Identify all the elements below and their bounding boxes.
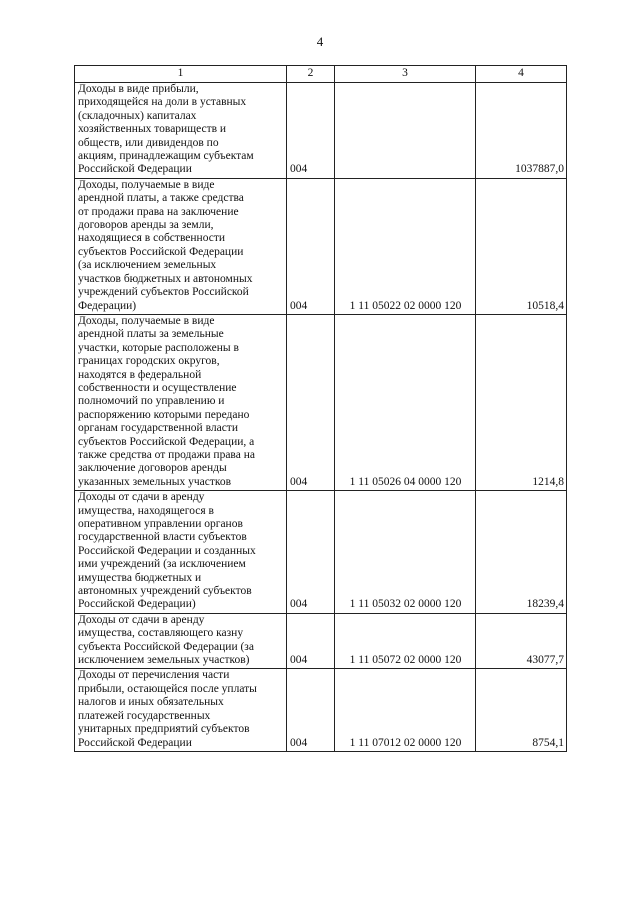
admin-code-cell: 004	[287, 669, 335, 751]
budget-classification-code-cell: 1 11 05032 02 0000 120	[335, 491, 476, 614]
table-row	[75, 669, 567, 751]
table-header-row	[75, 66, 567, 83]
revenue-name: Доходы, получаемые в виде арендной платы, а также средства от продажи права на заключение договоров аренды за земли, находящиеся в собственности субъектов Российской Федерации (за исключением земельных участков бюджетных и автономных учреждений субъектов Российской Федерации)	[78, 178, 253, 312]
amount-cell: 10518,4	[476, 178, 567, 314]
amount-cell: 43077,7	[476, 613, 567, 669]
column-header-4: 4	[476, 66, 567, 83]
admin-code-cell: 004	[287, 491, 335, 614]
budget-classification-code-cell: 1 11 07012 02 0000 120	[335, 669, 476, 751]
revenue-name-cell	[75, 491, 287, 614]
table-row	[75, 613, 567, 669]
revenue-name: Доходы от сдачи в аренду имущества, находящегося в оперативном управлении органов государственной власти субъектов Российской Федерации и созданных ими учреждений (за исключением имущества бюджетных и автономных учреждений субъектов Российской Федерации)	[78, 491, 256, 611]
revenue-name-cell	[75, 83, 287, 179]
amount-cell: 1037887,0	[476, 83, 567, 179]
table-row	[75, 178, 567, 314]
column-header-1: 1	[75, 66, 287, 83]
admin-code-cell: 004	[287, 613, 335, 669]
admin-code-cell: 004	[287, 178, 335, 314]
revenue-name: Доходы от перечисления части прибыли, остающейся после уплаты налогов и иных обязательных платежей государственных унитарных предприятий субъектов Российской Федерации	[78, 669, 257, 749]
admin-code-cell: 004	[287, 314, 335, 490]
budget-classification-code-cell: 1 11 05022 02 0000 120	[335, 178, 476, 314]
revenue-name-cell	[75, 314, 287, 490]
column-header-3: 3	[335, 66, 476, 83]
revenue-table	[74, 65, 567, 752]
revenue-name: Доходы, получаемые в виде арендной платы за земельные участки, которые расположены в границах городских округов, находятся в федеральной собственности и осуществление полномочий по управлению и распоряжению которыми передано органам государственной власти субъектов Российской Федерации, а также средства от продажи права на заключение договоров аренды указанных земельных участков	[78, 314, 255, 488]
admin-code-cell: 004	[287, 83, 335, 179]
page-number: 4	[316, 34, 324, 49]
amount-cell: 8754,1	[476, 669, 567, 751]
revenue-name: Доходы от сдачи в аренду имущества, составляющего казну субъекта Российской Федерации (за исключением земельных участков)	[78, 613, 254, 667]
table-row	[75, 491, 567, 614]
revenue-name-cell	[75, 178, 287, 314]
budget-classification-code-cell: 1 11 05072 02 0000 120	[335, 613, 476, 669]
revenue-name-cell	[75, 613, 287, 669]
table-row	[75, 314, 567, 490]
revenue-name: Доходы в виде прибыли, приходящейся на доли в уставных (складочных) капиталах хозяйственных товариществ и обществ, или дивидендов по акциям, принадлежащим субъектам Российской Федерации	[78, 83, 254, 176]
revenue-name-cell	[75, 669, 287, 751]
amount-cell: 1214,8	[476, 314, 567, 490]
budget-classification-code-cell	[335, 83, 476, 179]
table-row	[75, 83, 567, 179]
column-header-2: 2	[287, 66, 335, 83]
amount-cell: 18239,4	[476, 491, 567, 614]
budget-classification-code-cell: 1 11 05026 04 0000 120	[335, 314, 476, 490]
